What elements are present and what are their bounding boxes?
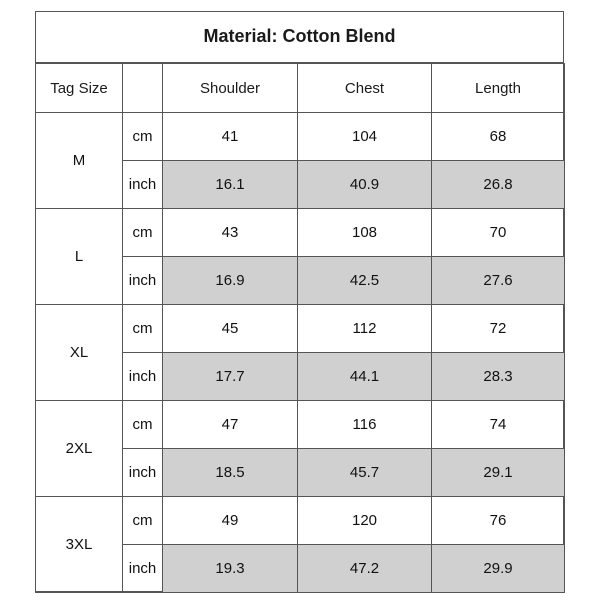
unit-label-inch: inch [123, 257, 163, 305]
cell-length: 29.9 [432, 545, 565, 593]
unit-label-cm: cm [123, 113, 163, 161]
cell-chest: 47.2 [298, 545, 432, 593]
unit-label-cm: cm [123, 401, 163, 449]
cell-length: 28.3 [432, 353, 565, 401]
cell-length: 68 [432, 113, 565, 161]
unit-label-cm: cm [123, 209, 163, 257]
cell-length: 76 [432, 497, 565, 545]
size-label: XL [36, 305, 123, 401]
cell-shoulder: 41 [163, 113, 298, 161]
cell-chest: 42.5 [298, 257, 432, 305]
unit-label-inch: inch [123, 449, 163, 497]
header-unit [123, 64, 163, 113]
unit-label-cm: cm [123, 497, 163, 545]
table-row [36, 209, 565, 257]
header-shoulder: Shoulder [163, 64, 298, 113]
table-row [36, 497, 565, 545]
cell-shoulder: 49 [163, 497, 298, 545]
cell-shoulder: 18.5 [163, 449, 298, 497]
cell-length: 72 [432, 305, 565, 353]
cell-chest: 112 [298, 305, 432, 353]
cell-chest: 108 [298, 209, 432, 257]
header-length: Length [432, 64, 565, 113]
cell-shoulder: 19.3 [163, 545, 298, 593]
cell-chest: 45.7 [298, 449, 432, 497]
size-chart-table [35, 63, 565, 593]
cell-shoulder: 45 [163, 305, 298, 353]
cell-shoulder: 16.1 [163, 161, 298, 209]
cell-length: 70 [432, 209, 565, 257]
cell-length: 27.6 [432, 257, 565, 305]
cell-chest: 116 [298, 401, 432, 449]
cell-shoulder: 16.9 [163, 257, 298, 305]
size-label: M [36, 113, 123, 209]
cell-length: 29.1 [432, 449, 565, 497]
cell-shoulder: 17.7 [163, 353, 298, 401]
unit-label-inch: inch [123, 545, 163, 593]
size-label: 3XL [36, 497, 123, 593]
cell-chest: 120 [298, 497, 432, 545]
chart-title: Material: Cotton Blend [35, 11, 564, 63]
header-row [36, 64, 565, 113]
unit-label-cm: cm [123, 305, 163, 353]
cell-chest: 44.1 [298, 353, 432, 401]
cell-length: 74 [432, 401, 565, 449]
cell-chest: 40.9 [298, 161, 432, 209]
table-row [36, 401, 565, 449]
header-tag-size: Tag Size [36, 64, 123, 113]
cell-length: 26.8 [432, 161, 565, 209]
size-label: 2XL [36, 401, 123, 497]
table-row [36, 113, 565, 161]
cell-chest: 104 [298, 113, 432, 161]
unit-label-inch: inch [123, 353, 163, 401]
size-label: L [36, 209, 123, 305]
cell-shoulder: 47 [163, 401, 298, 449]
table-row [36, 305, 565, 353]
unit-label-inch: inch [123, 161, 163, 209]
cell-shoulder: 43 [163, 209, 298, 257]
header-chest: Chest [298, 64, 432, 113]
